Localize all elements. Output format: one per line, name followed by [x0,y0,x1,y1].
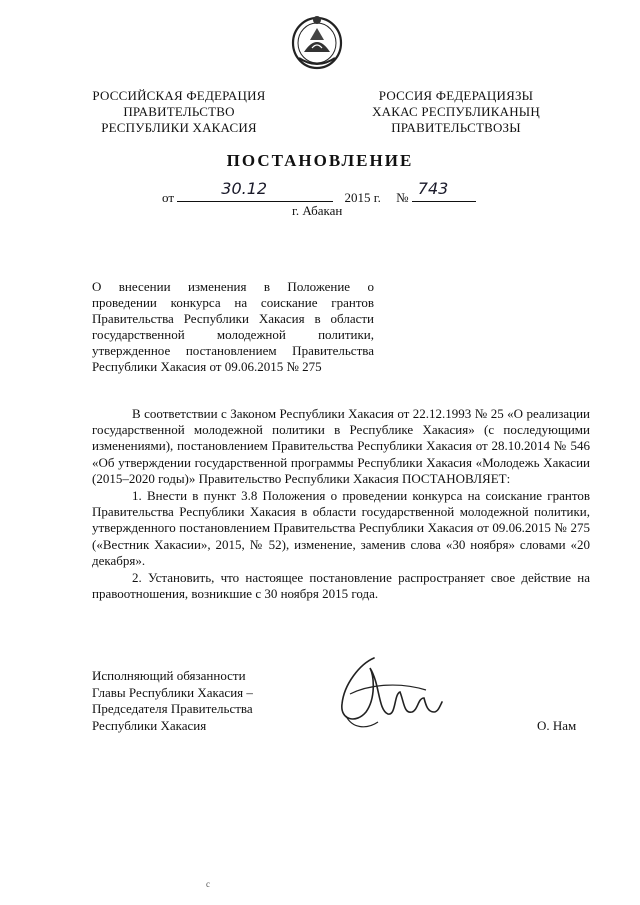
handwritten-date: 30.12 [221,179,268,198]
number-field [412,179,476,202]
page-mark: с [206,879,210,889]
handwritten-signature [330,654,450,734]
position-line: Главы Республики Хакасия – [92,684,253,700]
signature-position [92,668,253,734]
paragraph-preamble: В соответствии с Законом Республики Хакасия от 22.12.1993 № 25 «О реализации государственной молодежной политики в Республике Хакасия» (с последующими изменениями), постановлением Правительства Республики Хакасия от 28.10.2014 № 546 «Об утверждении государственной программы Республики Хакасия «Молодежь Хакасии (2015–2020 годы)» Правительство Республики Хакасия ПОСТАНОВЛЯЕТ: [92,406,590,486]
subject-line: государственной молодежной политики, [92,327,374,342]
subject-line: Республики Хакасия от 09.06.2015 № 275 [92,359,322,374]
paragraph-item-1: 1. Внести в пункт 3.8 Положения о проведении конкурса на соискание грантов Правительства Республики Хакасия в области государственной молодежной политики, утвержденного постановлением Правительства Республики Хакасия от 09.06.2015 № 275 («Вестник Хакасии», 2015, № 52), изменение, заменив слова «30 ноября» словами «20 декабря». [92,488,590,568]
header-right [356,88,556,136]
subject-line: Правительства Республики Хакасия в области [92,311,374,326]
header-left-line: РОССИЙСКАЯ ФЕДЕРАЦИЯ [92,88,266,103]
position-line: Председателя Правительства [92,701,253,716]
subject-line: О внесении изменения в Положение о [92,279,374,294]
header-left-line: ПРАВИТЕЛЬСТВО [123,104,235,119]
subject-block [92,279,374,375]
year-label: 2015 г. [344,190,381,205]
date-field [177,179,333,202]
signer-name: О. Нам [537,718,577,733]
header-right-line: ПРАВИТЕЛЬСТВОЗЫ [391,120,521,135]
position-line: Республики Хакасия [92,717,207,733]
subject-line: проведении конкурса на соискание грантов [92,295,374,310]
header-right-line: ХАКАС РЕСПУБЛИКАНЫҢ [372,104,540,119]
handwritten-number: 743 [417,179,449,198]
coat-of-arms-icon [290,12,344,70]
position-line: Исполняющий обязанности [92,668,246,683]
document-title: ПОСТАНОВЛЕНИЕ [226,151,414,170]
subject-line: утвержденное постановлением Правительства [92,343,374,358]
body-text [92,406,590,603]
city-label: г. Абакан [292,203,343,218]
paragraph-item-2: 2. Установить, что настоящее постановление распространяет свое действие на правоотношения, возникшие с 30 ноября 2015 года. [92,570,590,602]
header-left-line: РЕСПУБЛИКИ ХАКАСИЯ [101,120,257,135]
number-sign: № [396,190,409,205]
date-prefix: от [162,190,175,205]
header-left [86,88,272,136]
header-right-line: РОССИЯ ФЕДЕРАЦИЯЗЫ [378,88,534,103]
